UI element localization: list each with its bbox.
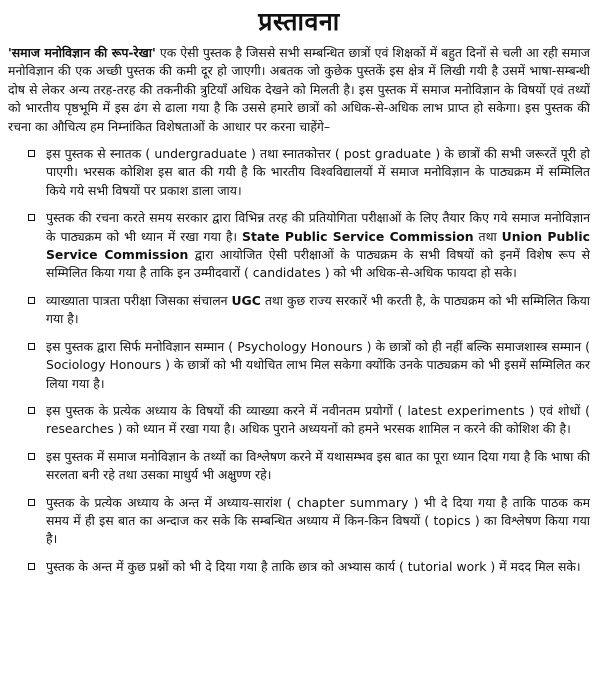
feature-list (8, 145, 590, 576)
list-item-text: व्याख्याता पात्रता परीक्षा जिसका संचालन (46, 292, 232, 308)
checkbox-bullet-icon (28, 150, 35, 157)
list-item (8, 558, 590, 576)
checkbox-bullet-icon (28, 214, 35, 221)
list-item-text: इस पुस्तक के प्रत्येक अध्याय के विषयों की व्याख्या करने में नवीनतम प्रयोगों ( latest experiments ) एवं शोधों ( researches ) को ध्यान में रखा गया है। अधिक पुराने अध्ययनों को हमने भरसक शामिल न करने की कोशिश की है। (46, 402, 590, 437)
intro-paragraph (8, 44, 590, 136)
checkbox-bullet-icon (28, 563, 35, 570)
bold-term: Union Public Service Commission (46, 228, 591, 263)
checkbox-bullet-icon (28, 453, 35, 460)
page-title: प्रस्तावना (258, 7, 340, 36)
checkbox-bullet-icon (28, 499, 35, 506)
list-item (8, 402, 590, 439)
checkbox-bullet-icon (28, 407, 35, 414)
list-item (8, 448, 590, 485)
list-item-text: तथा कुछ राज्य सरकारें भी करती है, के पाठ्यक्रम को भी सम्मिलित किया गया है। (46, 292, 590, 327)
bold-term: UGC (231, 292, 261, 308)
list-item (8, 494, 590, 549)
list-item-text: पुस्तक के अन्त में कुछ प्रश्नों को भी दे दिया गया है ताकि छात्र को अभ्यास कार्य ( tutorial work ) में मदद मिल सके। (46, 558, 581, 574)
checkbox-bullet-icon (28, 343, 35, 350)
list-item-text: इस पुस्तक द्वारा सिर्फ मनोविज्ञान सम्मान ( Psychology Honours ) के छात्रों को ही नहीं बल्कि समाजशास्त्र सम्मान ( Sociology Honours ) के छात्रों को भी यथोचित लाभ मिल सकेगा क्योंकि उनके पाठ्यक्रम को भी इसमें सम्मिलित कर लिया गया है। (46, 338, 590, 391)
list-item-text: तथा (473, 228, 502, 244)
list-item-text: इस पुस्तक से स्नातक ( undergraduate ) तथा स्नातकोत्तर ( post graduate ) के छात्रों की सभी जरूरतें पूरी हो पाएगी। भरसक कोशिश इस बात की गयी है कि भारतीय विश्वविद्यालयों में समाज मनोविज्ञान के पाठ्यक्रम में सम्मिलित किये गये सभी विषयों पर प्रकाश डाला जाय। (46, 146, 590, 198)
book-title: 'समाज मनोविज्ञान की रूप-रेखा' (8, 45, 156, 60)
intro-text: एक ऐसी पुस्तक है जिससे सभी सम्बन्धित छात्रों एवं शिक्षकों में बहुत दिनों से चली आ रही समाज मनोविज्ञान की एक अच्छी पुस्तक की कमी दूर हो जाएगी। अबतक जो कुछेक पुस्तकें इस क्षेत्र में लिखी गयी है उसमें भाषा-सम्बन्धी दोष से लेकर अन्य तरह-तरह की तकनीकी त्रुटियाँ अधिक देखने को मिलती है। इस पुस्तक में समाज मनोविज्ञान के विषयों एवं तथ्यों को भारतीय पृष्ठभूमि में इस ढंग से ढाला गया है कि उससे हमारे छात्रों को अधिक-से-अधिक लाभ प्राप्त हो सकेगा। इस पुस्तक की रचना का औचित्य हम निम्नांकित विशेषताओं के आधार पर करना चाहेंगे– (8, 45, 590, 134)
list-item-text: इस पुस्तक में समाज मनोविज्ञान के तथ्यों का विश्लेषण करने में यथासम्भव इस बात का पूरा ध्यान दिया गया है कि भाषा की सरलता बनी रहे तथा उसका माधुर्य भी अक्षुण्ण रहे। (46, 448, 590, 483)
bold-term: State Public Service Commission (242, 228, 474, 244)
list-item-text: पुस्तक की रचना करते समय सरकार द्वारा विभिन्न तरह की प्रतियोगिता परीक्षाओं के लिए तैयार किए गये समाज मनोविज्ञान के पाठ्यक्रम को भी ध्यान में रखा गया है। (46, 210, 590, 244)
list-item-text: द्वारा आयोजित ऐसी परीक्षाओं के पाठ्यक्रम के सभी विषयों को इनमें विशेष रूप से सम्मिलित किया गया है ताकि इन उम्मीदवारों ( candidates ) को भी अधिक-से-अधिक फायदा हो सके। (46, 247, 590, 281)
list-item (8, 209, 590, 283)
list-item (8, 145, 590, 200)
list-item (8, 338, 590, 393)
checkbox-bullet-icon (28, 297, 35, 304)
list-item (8, 292, 590, 329)
list-item-text: पुस्तक के प्रत्येक अध्याय के अन्त में अध्याय-सारांश ( chapter summary ) भी दे दिया गया है ताकि पाठक कम समय में ही इस बात का अन्दाज कर सके कि सम्बन्धित अध्याय में किन-किन विषयों ( topics ) का विश्लेषण किया गया है। (46, 494, 590, 547)
